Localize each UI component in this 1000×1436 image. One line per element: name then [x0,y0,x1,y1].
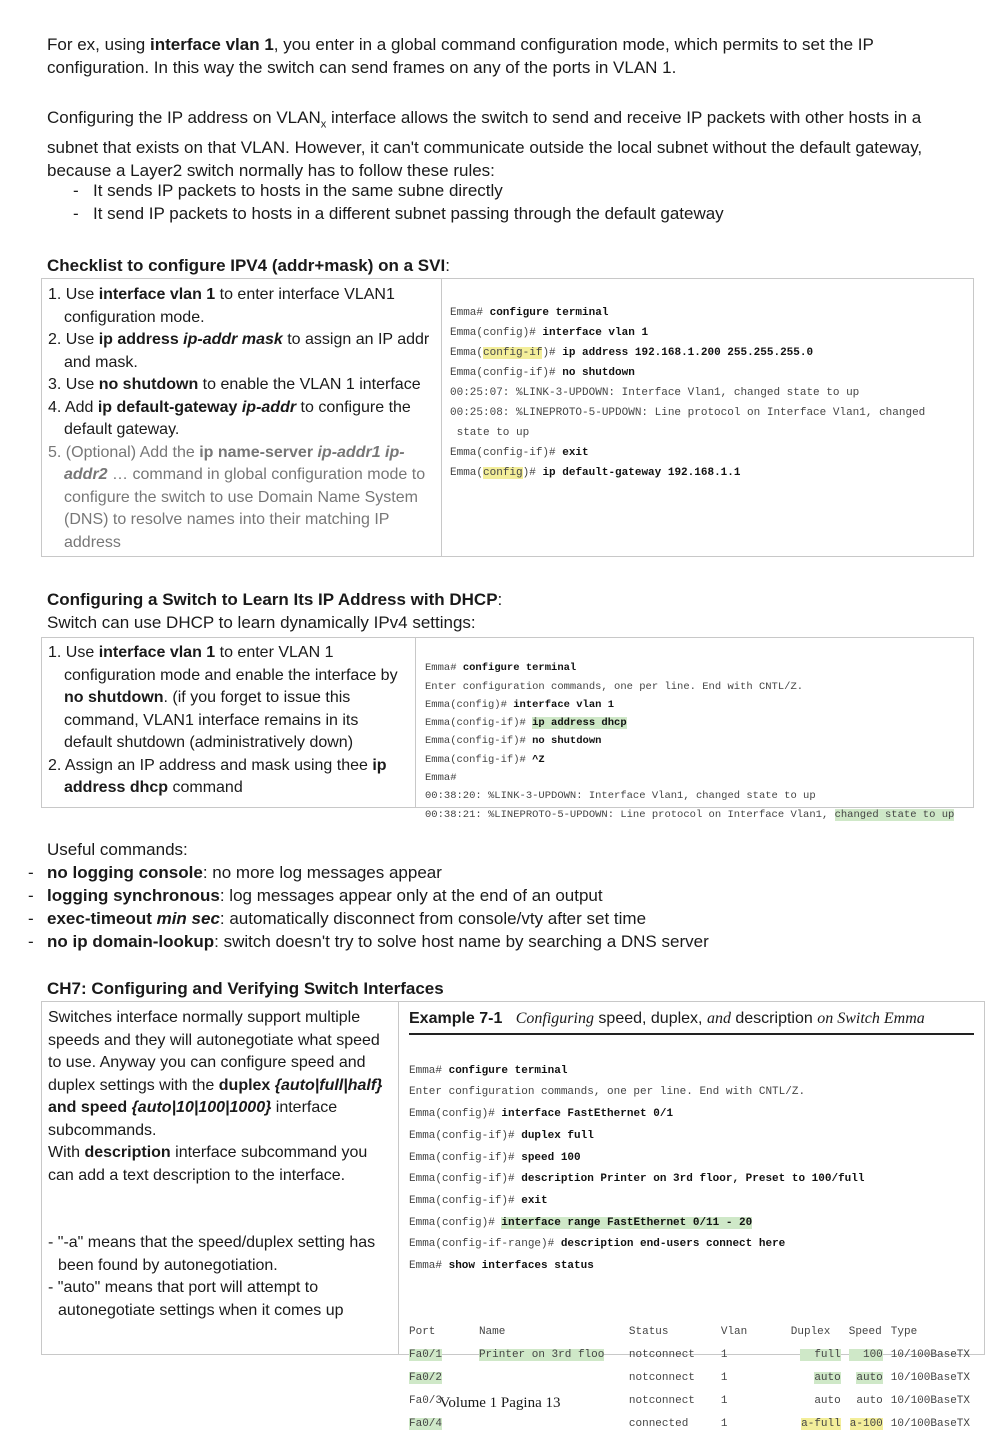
dhcp-steps-cell [42,638,415,807]
terminal-line: Emma(config)# interface vlan 1 [450,327,649,339]
ch7-terminal [409,1035,974,1321]
terminal-line: Emma(config)# interface range FastEthernet 0/11 - 20 [409,1216,753,1229]
terminal-line: Emma# [425,772,457,785]
terminal-line: state to up [450,427,530,439]
terminal-line: Emma(config-if)# exit [450,447,589,459]
terminal-line: 00:38:21: %LINEPROTO-5-UPDOWN: Line protocol on Interface Vlan1, changed state to up [425,808,955,821]
terminal-line: Emma# configure terminal [450,307,609,319]
dhcp-steps-list [48,642,409,800]
dhcp-step: 2. Assign an IP address and mask using thee ip address dhcp command [48,756,387,796]
intro-paragraph-1: For ex, using interface vlan 1, you enter in a global command configuration mode, which permits to set the IP configuration. In this way the switch can send frames on any of the ports in VLAN 1. [47,35,874,77]
ch7-heading: CH7: Configuring and Verifying Switch Interfaces [47,979,444,998]
terminal-line: Emma(config)# interface vlan 1 [425,698,615,711]
svi-step-optional: 5. (Optional) Add the ip name-server ip-addr1 ip-addr2 … command in global configuration mode to configure the switch to use Domain Name System (DNS) to resolve names into their matching IP address [48,443,426,551]
useful-command-item: - no ip domain-lookup: switch doesn't try to solve host name by searching a DNS server [0,930,960,953]
terminal-line: Emma(config-if)# description Printer on 3rd floor, Preset to 100/full [409,1173,865,1186]
svi-step: 3. Use no shutdown to enable the VLAN 1 interface [48,376,421,393]
svi-step: 1. Use interface vlan 1 to enter interface VLAN1 configuration mode. [48,286,395,326]
terminal-line: Emma(config)# interface FastEthernet 0/1 [409,1108,674,1121]
table-row: Fa0/3 notconnect 1 auto auto 10/100BaseTX [409,1395,970,1408]
terminal-line: Emma(config-if)# no shutdown [425,735,602,748]
ch7-note-autonegotiated: - "-a" means that the speed/duplex setting has been found by autonegotiation. [48,1234,376,1274]
terminal-line: Emma(config-if)# no shutdown [450,367,635,379]
dhcp-heading: Configuring a Switch to Learn Its IP Address with DHCP: [47,590,503,609]
useful-commands-list [0,861,960,953]
useful-command-item: - logging synchronous: log messages appear only at the end of an output [0,884,960,907]
terminal-line: Emma(config-if-range)# description end-users connect here [409,1238,786,1251]
ch7-paragraph-1: Switches interface normally support multiple speeds and they will autonegotiate what speed to use. Anyway you can configure speed and duplex settings with the duplex {auto|full|half} and speed {auto|10|100|1000} interface subcommands. [48,1009,383,1139]
terminal-line: Emma# configure terminal [425,662,577,675]
dhcp-terminal [415,638,973,821]
intro-paragraph-2: Configuring the IP address on $VLAN_x$ interface allows the switch to send and receive IP packets with other hosts in a subnet that exists on that VLAN. However, it can't communicate outside the local subnet without the default gateway, because a Layer2 switch normally has to follow these rules: [47,108,923,181]
ch7-paragraph-2: With description interface subcommand you can add a text description to the interface. [48,1144,368,1184]
terminal-line: Emma(config-if)# ip address 192.168.1.200 255.255.255.0 [450,347,814,359]
ch7-note-auto: - "auto" means that port will attempt to autonegotiate settings when it comes up [48,1279,344,1319]
useful-command-item: - no logging console: no more log messages appear [0,861,960,884]
dhcp-subtitle: Switch can use DHCP to learn dynamically IPv4 settings: [47,613,476,632]
page-footer: Volume 1 Pagina 13 [439,1395,561,1411]
rules-list [47,179,947,225]
svi-step: 4. Add ip default-gateway ip-addr to configure the default gateway. [48,398,411,438]
terminal-line: Emma# show interfaces status [409,1260,594,1273]
rule-item: - It sends IP packets to hosts in the same subne directly [47,179,947,202]
table-header-row: Port Name Status Vlan Duplex Speed Type [409,1326,918,1339]
terminal-line: 00:25:08: %LINEPROTO-5-UPDOWN: Line protocol on Interface Vlan1, changed [450,407,926,419]
terminal-line: Emma(config-if)# exit [409,1194,548,1207]
table-row: Fa0/4 connected 1 a-full a-100 10/100BaseTX [409,1418,970,1431]
svi-steps-list [48,284,435,554]
terminal-line: Emma(config-if)# ip address dhcp [425,717,627,730]
ch7-text-cell [42,1002,398,1354]
terminal-line: 00:25:07: %LINK-3-UPDOWN: Interface Vlan1, changed state to up [450,387,860,399]
svi-table [41,278,974,557]
terminal-line: Emma(config-if)# duplex full [409,1129,594,1142]
example-title: Example 7-1 Configuring speed, duplex, and description on Switch Emma [409,1006,974,1035]
svi-step: 2. Use ip address ip-addr mask to assign an IP addr and mask. [48,331,430,371]
terminal-line: 00:38:20: %LINK-3-UPDOWN: Interface Vlan1, changed state to up [425,790,816,803]
terminal-line: Enter configuration commands, one per line. End with CNTL/Z. [409,1086,806,1099]
interface-status-table [405,1321,974,1436]
useful-command-item: - exec-timeout min sec: automatically disconnect from console/vty after set time [0,907,960,930]
terminal-line: Enter configuration commands, one per line. End with CNTL/Z. [425,680,804,693]
terminal-line: Emma# configure terminal [409,1064,568,1077]
terminal-line: Emma(config-if)# speed 100 [409,1151,581,1164]
table-row: Fa0/2 notconnect 1 auto auto 10/100BaseTX [409,1372,970,1385]
rule-item: - It send IP packets to hosts in a different subnet passing through the default gateway [47,202,947,225]
svi-terminal [441,279,973,556]
terminal-line: Emma(config)# ip default-gateway 192.168.1.1 [450,467,741,479]
dhcp-step: 1. Use interface vlan 1 to enter VLAN 1 configuration mode and enable the interface by no shutdown. (if you forget to issue this command, VLAN1 interface remains in its default shutdown (administratively down) [48,644,398,751]
terminal-line: Emma(config-if)# ^Z [425,753,545,766]
svi-heading: Checklist to configure IPV4 (addr+mask) on a SVI: [47,256,450,275]
dhcp-table [41,637,974,821]
svi-steps-cell [42,279,441,556]
table-row: Fa0/1 Printer on 3rd floo notconnect 1 full 100 10/100BaseTX [409,1349,970,1362]
useful-title: Useful commands: [47,840,188,859]
